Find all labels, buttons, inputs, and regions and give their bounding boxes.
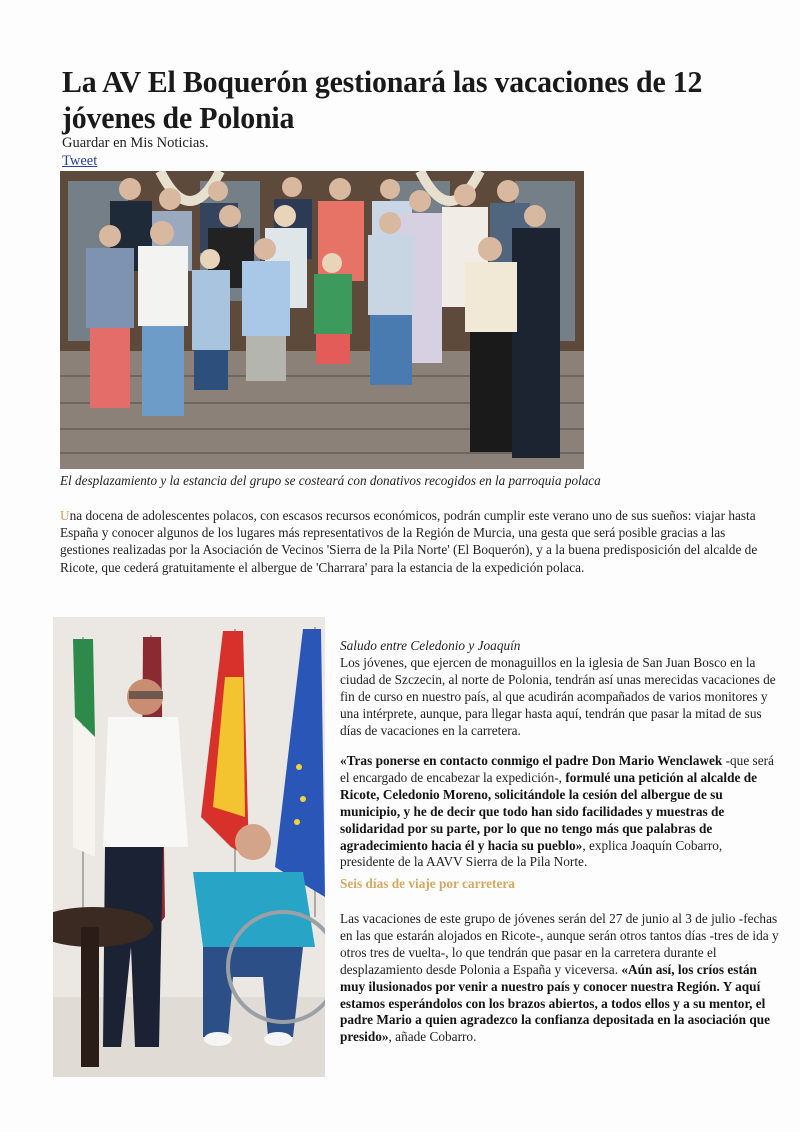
article-title: La AV El Boquerón gestionará las vacaciones de 12 jóvenes de Polonia <box>62 65 703 136</box>
para3-normal-2: , añade Cobarro. <box>388 1029 477 1045</box>
section-subheading: Seis días de viaje por carretera <box>340 876 515 891</box>
drop-cap: U <box>60 508 70 523</box>
quote-normal-2: , explica Joaquín Cobarro, presidente de la AAVV Sierra de la Pila Norte. <box>340 837 723 870</box>
tweet-link[interactable]: Tweet <box>62 153 98 169</box>
save-to-my-news-link[interactable]: Guardar en Mis Noticias. <box>62 135 209 151</box>
handshake-photo-caption: Saludo entre Celedonio y Joaquín <box>340 638 521 653</box>
handshake-photo <box>53 617 325 1077</box>
quote-normal-1: -que será el encargado de encabezar la expedición-, <box>340 753 774 785</box>
lead-paragraph <box>60 507 772 576</box>
body-paragraph-2 <box>340 753 780 871</box>
body-paragraph-3 <box>340 911 780 1046</box>
quote-bold-2: formulé una petición al alcalde de Ricote, Celedonio Moreno, solicitándole la cesión del albergue de su municipio, y he de decir que todo han sido facilidades y muestras de solidaridad por su parte, por lo que no tengo más que palabras de agradecimiento hacia él y hacia su pueblo» <box>340 769 758 853</box>
group-photo-caption: El desplazamiento y la estancia del grupo se costeará con donativos recogidos en la parroquia polaca <box>60 473 601 488</box>
group-photo <box>60 171 584 469</box>
para3-normal-1: Las vacaciones de este grupo de jóvenes serán del 27 de junio al 3 de julio -fechas en las que estarán alojados en Ricote-, aunque serán otros tantos días -tres de ida y otros tres de vuelta-, lo que tendrán que pasar en la carretera durante el desplazamiento desde Polonia a España y viceversa. <box>340 911 779 977</box>
body-paragraph-1: Los jóvenes, que ejercen de monaguillos en la iglesia de San Juan Bosco en la ciudad de Szczecin, al norte de Polonia, tendrán así unas merecidas vacaciones de fin de curso en nuestro país, al que acudirán acompañados de varios monitores y una intérprete, aunque, para llegar hasta aquí, tendrán que pasar la mitad de sus días de vacaciones en la carretera. <box>340 655 776 738</box>
lead-text: na docena de adolescentes polacos, con escasos recursos económicos, podrán cumplir este verano uno de sus sueños: viajar hasta España y conocer algunos de los lugares más representativos de la Región de Murcia, una gesta que será posible gracias a las gestiones realizadas por la Asociación de Vecinos 'Sierra de la Pila Norte' (El Boquerón), y a la buena predisposición del alcalde de Ricote, que cederá gratuitamente el albergue de 'Charrara' para la estancia de la expedición polaca. <box>60 508 758 575</box>
para3-bold-1: «Aún así, los críos están muy ilusionados por venir a nuestro país y conocer nuestra Región. Y aquí estamos esperándolos con los brazos abiertos, a todos ellos y a su mentor, el padre Mario a quien agradezco la confianza depositada en la asociación que presido» <box>340 961 771 1045</box>
quote-bold-1: «Tras ponerse en contacto conmigo el padre Don Mario Wenclawek <box>340 753 723 768</box>
